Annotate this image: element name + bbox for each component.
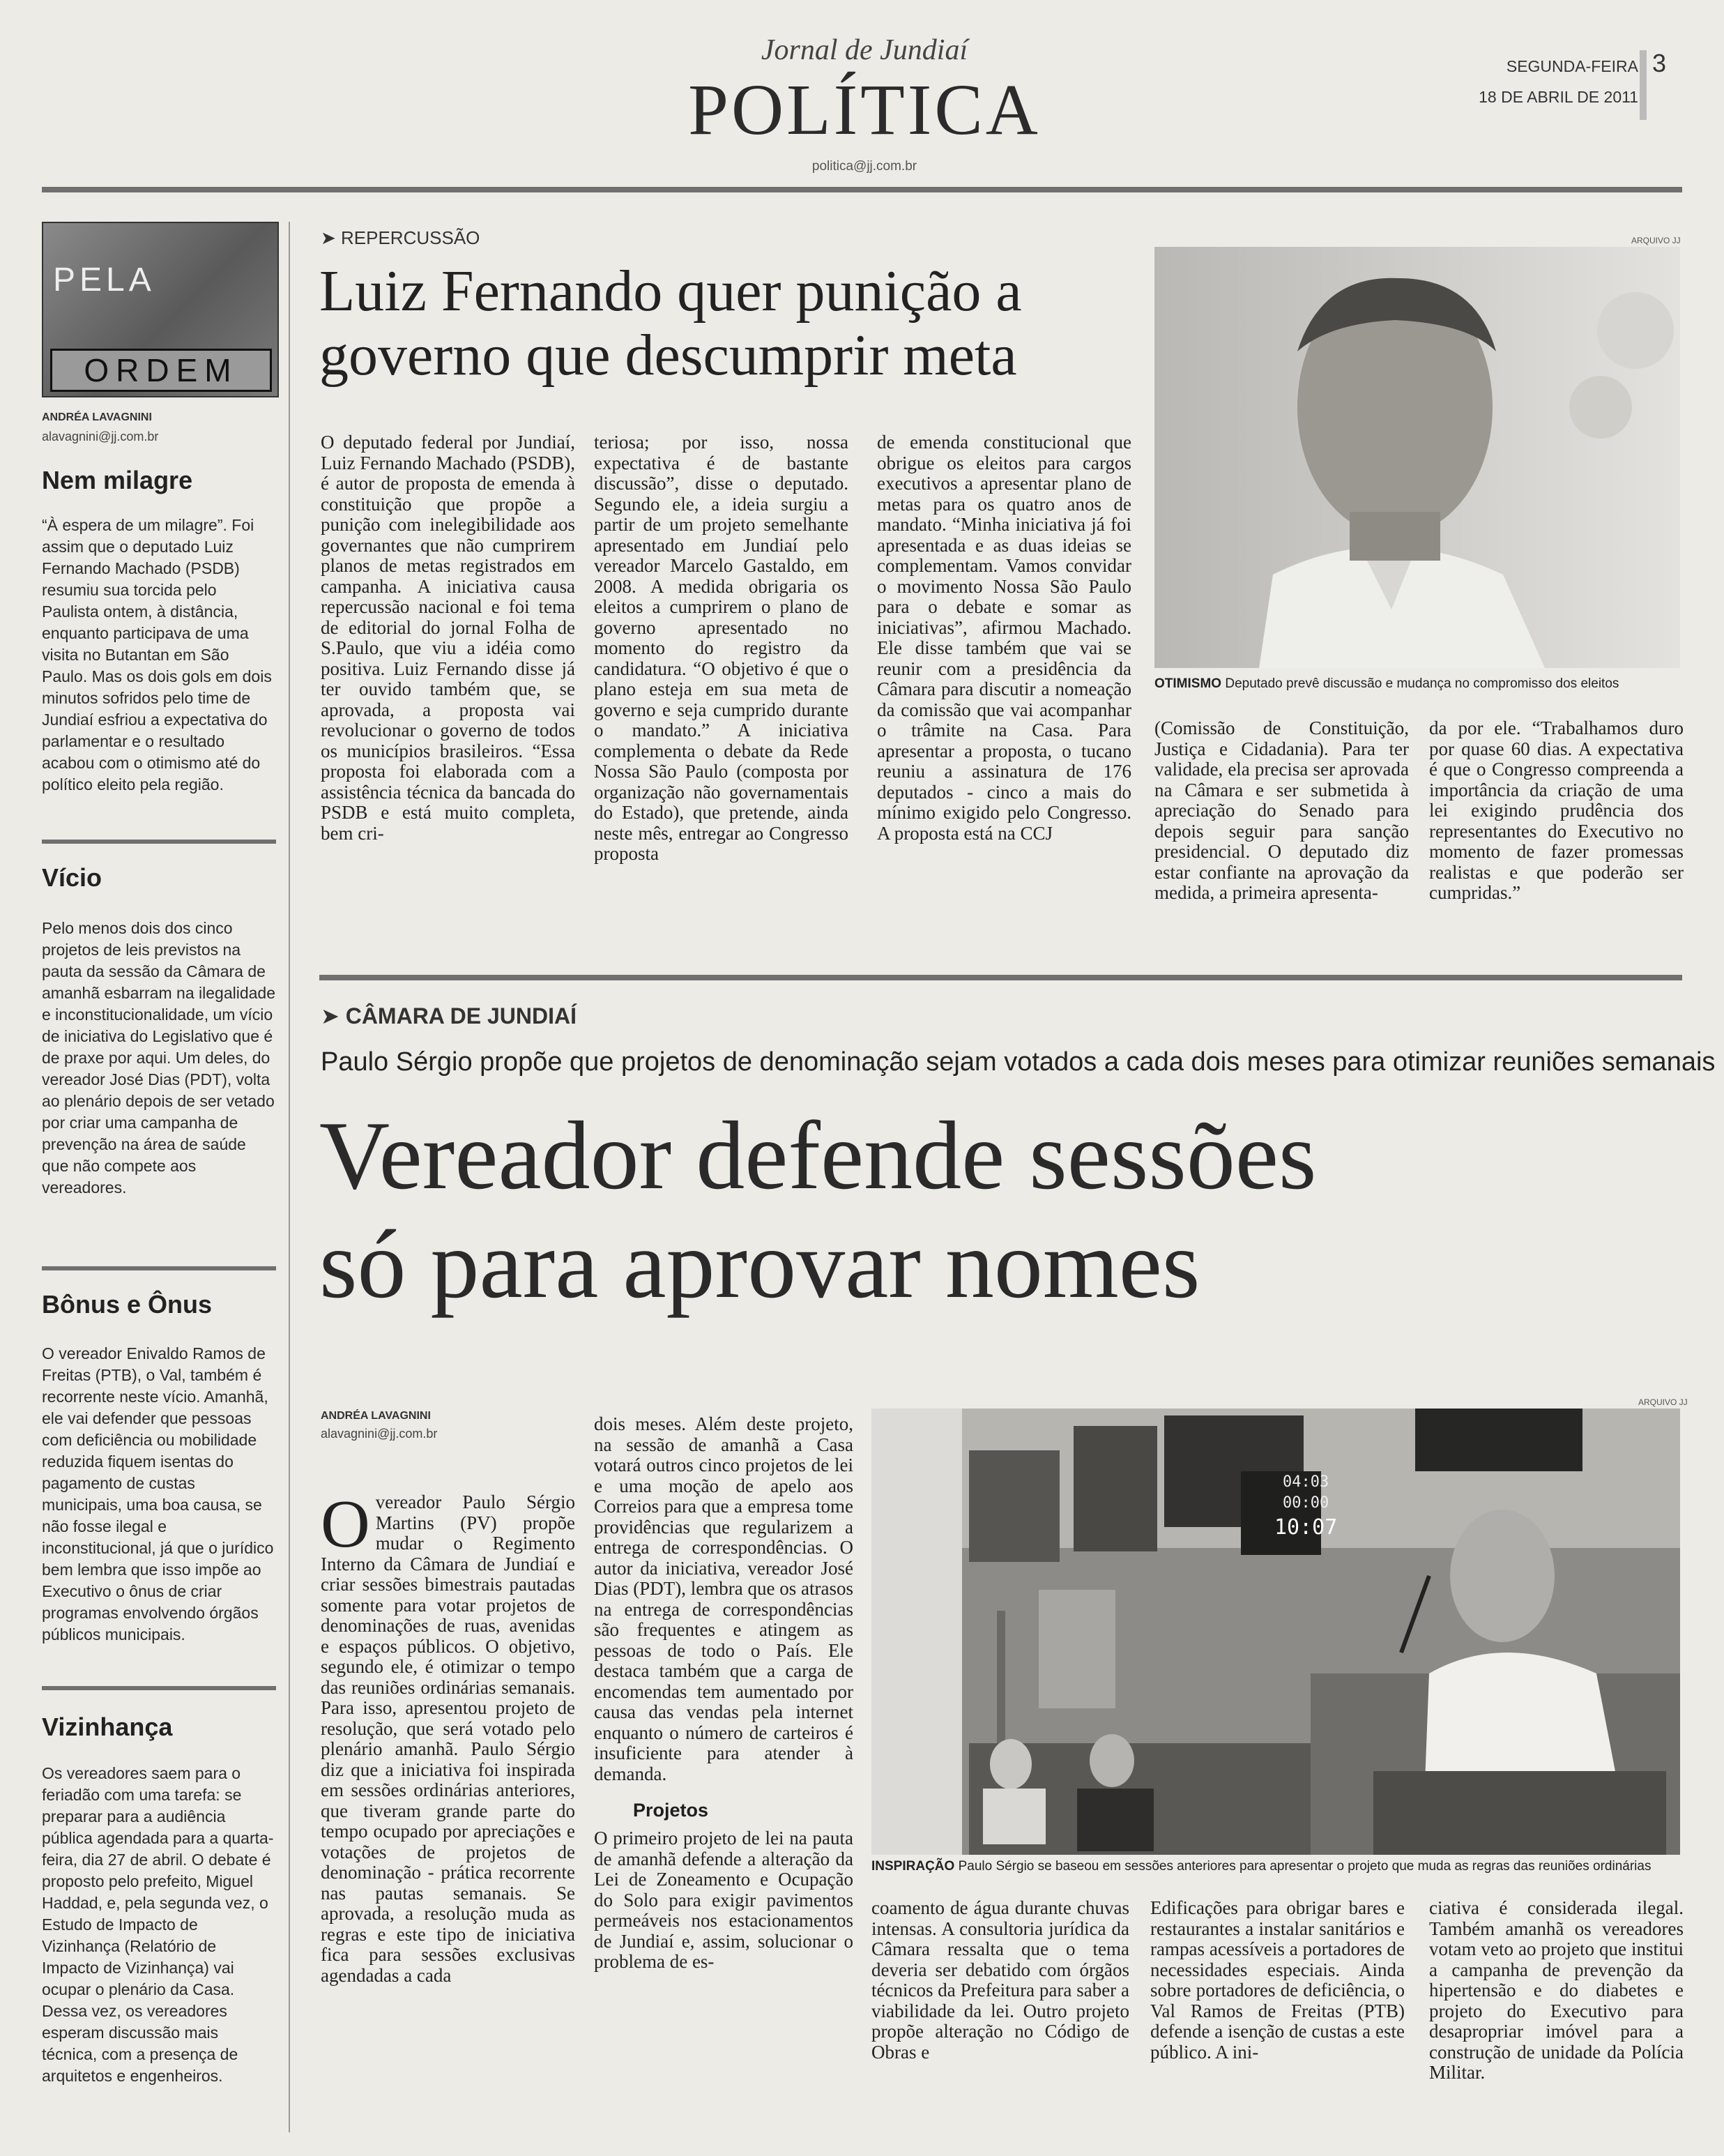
article2-col3: coamento de água durante chuvas intensas. A consultoria jurídica da Câmara ressalta que o tema deveria ser debatido com órgãos técnicos da Prefeitura para saber a viabilidade da lei. Outro projeto propõe alteração no Código de Obras e [871,1897,1129,2063]
article1-col3: de emenda constitucional que obrigue os eleitos para cargos executivos a apresentar plano de metas para os quatro anos de mandato. “Minha iniciativa já foi apresentada e as duas ideias se complementam. Vamos convidar o movimento Nossa São Paulo para o debate e somar as iniciativas”, afirmou Machado. Ele disse também que vai se reunir com a presidência da Câmara para discutir a nomeação da comissão que vai acompanhar o trâmite na Casa. Para apresentar a proposta, o tucano reuniu a assinatura de 176 deputados - cinco a mais do mínimo exigido pelo Congresso. A proposta está na CCJ [877,432,1131,844]
deputy-photo [1154,247,1680,668]
article1-headline [319,259,1156,388]
article2-author: ANDRÉA LAVAGNINI [321,1410,431,1422]
article2-col2-text2: O primeiro projeto de lei na pauta de amanhã defende a alteração da Lei de Zoneamento e Ocupação do Solo para exigir pavimentos permeáveis nos estacionamentos de Jundiaí e, assim, solucionar o problema de es- [594,1828,853,1972]
caption-label: OTIMISMO [1154,676,1222,691]
headline-line: Vereador defende sessões [319,1102,1317,1210]
column-item-title: Vício [42,863,102,892]
article-divider [319,975,1682,980]
column-item-text: Os vereadores saem para o feriadão com uma tarefa: se preparar para a audiência pública agendada para a quarta-feira, dia 27 de abril. O debate é proposto pelo prefeito, Miguel Haddad, e, pela segunda vez, o Estudo de Impacto de Vizinhança (Relatório de Impacto de Vizinhança) vai ocupar o plenário da Casa. Dessa vez, os vereadores esperam discussão mais técnica, com a presença de arquitetos e engenheiros. [42,1764,274,2085]
article2-col4: Edificações para obrigar bares e restaurantes a instalar sanitários e rampas acessíveis a portadores de necessidades especiais. Ainda sobre portadores de deficiência, o Val Ramos de Freitas (PTB) defende a isenção de custas a este público. A ini- [1150,1897,1405,2063]
column-divider [42,1686,276,1690]
article1-col5: da por ele. “Trabalhamos duro por quase 60 dias. A expectativa é que o Congresso compreenda a importância da criação de uma lei exigindo prudência dos representantes do Executivo no momento de fazer promessas realistas e que poderão ser cumpridas.” [1429,718,1684,903]
masthead-rule [42,187,1682,192]
logo-text-bottom: ORDEM [50,349,272,392]
article1-col2: teriosa; por isso, nossa expectativa é de bastante discussão”, disse o deputado. Segundo ele, a ideia surgiu a partir de um projeto semelhante apresentado em Jundiaí pelo vereador Marcelo Gastaldo, em 2008. A medida obrigaria os eleitos a cumprirem o plano de governo apresentado no momento do registro da candidatura. “O objetivo é que o plano esteja em sua meta de governo e seja cumprido durante o mandato.” A iniciativa complementa o debate da Rede Nossa São Paulo (composta por organização não governamentais do Estado), que pretende, ainda neste mês, entregar ao Congresso proposta [594,432,848,864]
logo-text-top: PELA [53,261,155,298]
drop-cap: O [321,1487,370,1562]
article2-col2-text: dois meses. Além deste projeto, na sessão de amanhã a Casa votará outros cinco projetos de lei e uma moção de apelo aos Correios para que a empresa tome providências que regularizem a entrega de correspondências. O autor da iniciativa, vereador José Dias (PDT), lembra que os atrasos na entrega de correspondências são frequentes e atingem as pessoas de todo o País. Ele destaca também que a carga de encomendas tem aumentado por causa das vendas pela internet enquanto o número de carteiros é insuficiente para atender à demanda. [594,1413,853,1784]
caption-label: INSPIRAÇÃO [871,1859,955,1874]
board-line: 00:00 [1283,1494,1329,1512]
column-item-text: O vereador Enivaldo Ramos de Freitas (PTB), o Val, também é recorrente neste vício. Amanhã, ele vai defender que pessoas com deficiência ou mobilidade reduzida fiquem isentas do pagamento de custas municipais, uma boa causa, se não fosse ilegal e inconstitucional, já que o jurídico bem lembra que isso impõe ao Executivo o ônus de criar programas envolvendo órgãos públicos municipais. [42,1344,274,1643]
page-number: 3 [1652,49,1667,77]
article1-col4: (Comissão de Constituição, Justiça e Cidadania). Para ter validade, ela precisa ser aprovada na Câmara e ser submetida à apreciação do Senado para depois seguir para sanção presidencial. O deputado diz estar confiante na aprovação da medida, a primeira apresenta- [1154,718,1409,903]
page-marker [1640,50,1647,120]
subheading-projetos: Projetos [633,1800,709,1821]
headline-line: governo que descumprir meta [319,323,1017,388]
photo-credit: ARQUIVO JJ [1638,1397,1688,1407]
column-divider [42,840,276,844]
column-email: alavagnini@jj.com.br [42,430,159,443]
article1-caption [1154,676,1684,692]
section-title: POLÍTICA [688,70,1041,150]
board-line: 04:03 [1283,1473,1329,1491]
article2-email: alavagnini@jj.com.br [321,1427,438,1441]
article2-caption [871,1859,1687,1874]
column-item-title: Vizinhança [42,1713,173,1741]
headline-line: Luiz Fernando quer punição a [319,259,1022,324]
column-separator [289,222,290,2132]
article2-col1 [321,1487,575,1986]
headline-line: só para aprovar nomes [319,1210,1200,1319]
article2-col2 [594,1414,853,1973]
column-item-title: Nem milagre [42,466,193,494]
caption-text: Paulo Sérgio se baseou em sessões anteriores para apresentar o projeto que muda as regras das reuniões ordinárias [958,1859,1651,1874]
column-divider [42,1266,276,1270]
deputy-photo-image [1154,247,1680,668]
chamber-photo [871,1409,1680,1855]
column-author: ANDRÉA LAVAGNINI [42,411,152,423]
article2-col5: ciativa é considerada ilegal. Também amanhã os vereadores votam veto ao projeto que institui a campanha de prevenção da hipertensão e do diabetes e projeto do Executivo para desapropriar imóvel para a construção de unidade da Polícia Militar. [1429,1897,1684,2083]
column-logo [42,222,279,397]
article2-headline [319,1102,1686,1319]
article1-col1: O deputado federal por Jundiaí, Luiz Fernando Machado (PSDB), é autor de proposta de emenda à constituição que propõe a punição com inelegibilidade aos governantes que não cumprirem planos de metas registrados em campanha. A iniciativa causa repercussão nacional e foi tema de editorial do jornal Folha de S.Paulo, que viu a idéia como positiva. Luiz Fernando disse já ter ouvido também que, se aprovada, a proposta vai revolucionar o governo de todos os municípios brasileiros. “Essa proposta foi elaborada com a assistência técnica da bancada do PSDB e está muito completa, bem cri- [321,432,575,844]
column-item-text: “À espera de um milagre”. Foi assim que o deputado Luiz Fernando Machado (PSDB) resumiu sua torcida pelo Paulista ontem, à distância, enquanto participava de uma visita no Butantan em São Paulo. Mas os dois gols em dois minutos sofridos pelo time de Jundiaí esfriou a expectativa do parlamentar e o resultado acabou com o otimismo até do político eleito pela região. [42,516,272,794]
chamber-photo-image [871,1409,1680,1855]
article2-subhead: Paulo Sérgio propõe que projetos de denominação sejam votados a cada dois meses para otimizar reuniões semanais [321,1047,1716,1077]
date: 18 DE ABRIL DE 2011 [1479,88,1638,106]
article2-col1-text: vereador Paulo Sérgio Martins (PV) propõe mudar o Regimento Interno da Câmara de Jundiaí e criar sessões bimestrais pautadas somente para votar projetos de denominações de ruas, avenidas e espaços públicos. O objetivo, segundo ele, é otimizar o tempo das reuniões ordinárias semanais. Para isso, apresentou projeto de resolução, que será votado pelo plenário amanhã. Paulo Sérgio diz que a iniciativa foi inspirada em sessões ordinárias anteriores, que tiveram grande parte do tempo ocupado por apreciações e votações de projetos de denominação - prática recorrente nas pautas semanais. Se aprovada, a resolução muda as regras e este tipo de iniciativa fica para sessões exclusivas agendadas a cada [321,1491,575,1986]
photo-credit: ARQUIVO JJ [1631,236,1681,245]
column-item-text: Pelo menos dois dos cinco projetos de leis previstos na pauta da sessão da Câmara de amanhã esbarram na ilegalidade e inconstitucionalidade, um vício de iniciativa do Legislativo que é de praxe por aqui. Um deles, do vereador José Dias (PDT), volta ao plenário depois de ser vetado por criar uma campanha de prevenção na área de saúde que não compete aos vereadores. [42,919,275,1197]
article2-kicker: ➤ CÂMARA DE JUNDIAÍ [321,1003,577,1028]
board-line: 10:07 [1274,1515,1338,1540]
weekday: SEGUNDA-FEIRA [1506,57,1638,75]
newspaper-name: Jornal de Jundiaí [761,34,968,66]
article1-kicker: ➤ REPERCUSSÃO [321,227,480,248]
section-email: politica@jj.com.br [811,159,917,174]
caption-text: Deputado prevê discussão e mudança no compromisso dos eleitos [1225,676,1619,691]
column-item-title: Bônus e Ônus [42,1290,213,1319]
